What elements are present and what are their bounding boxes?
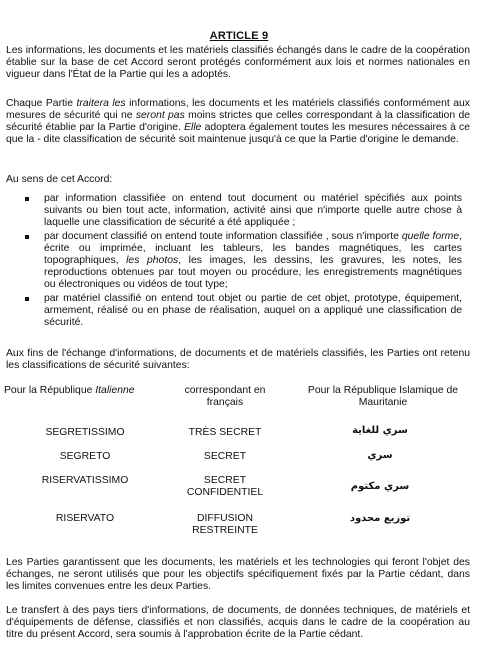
p2-text-c: informations, les documents et les matériels classifiés conformément aux mesures de sécurité qui ne [6, 98, 470, 121]
cell-it-0: SEGRETISSIMO [45, 427, 125, 438]
header-francais: correspondant en français [184, 385, 266, 408]
bullet2-italic-b: quelle forme [401, 231, 460, 242]
p2-italic-b: traitera les [76, 98, 126, 109]
bullet-information-classifiee: par information classifiée on entend tout document ou matériel spécifiés aux points suivants ou bien tout acte, information, activité ainsi que n'importe quelle autre chose à laquelle une classification de sécurité a été appliquée ; [22, 193, 462, 229]
cell-it-3: RISERVATO [55, 513, 115, 524]
p2-text-a: Chaque Partie [6, 98, 77, 109]
cell-fr-1: SECRET [203, 451, 247, 462]
paragraph-6: Le transfert à des pays tiers d'informations, de documents, de données techniques, de matériels et d'équipements de défense, classifiés et non classifiés, acquis dans le cadre de la coopération au titre du présent Accord, sera soumis à l'approbation écrite de la Partie cédant. [6, 605, 470, 640]
p2-italic-d: seront pas [135, 110, 185, 121]
p2-italic-f: Elle [184, 122, 202, 133]
cell-fr-2: SECRET CONFIDENTIEL [186, 475, 264, 498]
p2-text-g: adoptera également toutes les mesures nécessaires à ce que la - dite classification de sécurité soit maintenue jusqu'à ce que la Partie d'origine le demande. [6, 122, 470, 145]
cell-ar-2: سري مكتوم [350, 481, 410, 492]
cell-fr-0: TRÈS SECRET [188, 427, 262, 438]
definitions-list [22, 193, 462, 331]
bullet2-italic-d: les photos [126, 255, 179, 266]
cell-it-2: RISERVATISSIMO [41, 475, 129, 486]
cell-ar-1: سري [367, 450, 393, 461]
article-title: ARTICLE 9 [209, 30, 269, 42]
p2-text-e: moins strictes que celles correspondant à la classification de sécurité établie par la Partie d'origine. [6, 110, 470, 133]
bullet2-text-c: , écrite ou imprimée, incluant les tableurs, les bandes magnétiques, les cartes topographiques, [44, 231, 462, 266]
paragraph-5: Les Parties garantissent que les documents, les matériels et les technologies qui feront l'objet des échanges, ne seront utilisés que pour les objectifs spécifiquement fixés par la Partie cédant, dans les limites convenues entre les deux Parties. [6, 557, 470, 592]
paragraph-1: Les informations, les documents et les matériels classifiés échangés dans le cadre de la coopération établie sur la base de cet Accord seront protégés conformément aux lois et normes nationales en vigueur dans l'État de la Partie qui les a adoptés. [6, 45, 470, 80]
bullet2-text-a: par document classifié on entend toute information classifiée , sous n'importe [44, 231, 402, 242]
paragraph-2 [6, 98, 470, 146]
cell-fr-3: DIFFUSION RESTREINTE [192, 513, 258, 536]
cell-it-1: SEGRETO [59, 451, 111, 462]
header-mauritanie: Pour la République Islamique de Mauritanie [307, 385, 459, 408]
bullet-document-classifie [22, 231, 462, 291]
paragraph-3: Au sens de cet Accord: [6, 174, 113, 185]
paragraph-4: Aux fins de l'échange d'informations, de documents et de matériels classifiés, les Parties ont retenu les classifications de sécurité suivantes: [6, 348, 470, 371]
header-italie: Pour la République Italienne [4, 385, 135, 396]
bullet-materiel-classifie: par matériel classifié on entend tout objet ou partie de cet objet, prototype, équipement, armement, réalisé ou en phase de réalisation, auquel on a appliqué une classification de sécurité. [22, 293, 462, 329]
bullet2-text-e: , les images, les dessins, les gravures, les notes, les reproductions obtenues par tout moyen ou procédure, les enregistrements magnétiques ou électroniques ou vidéos de tout type; [44, 255, 462, 290]
cell-ar-3: توزيع محدود [349, 513, 411, 524]
cell-ar-0: سري للغاية [352, 425, 408, 436]
